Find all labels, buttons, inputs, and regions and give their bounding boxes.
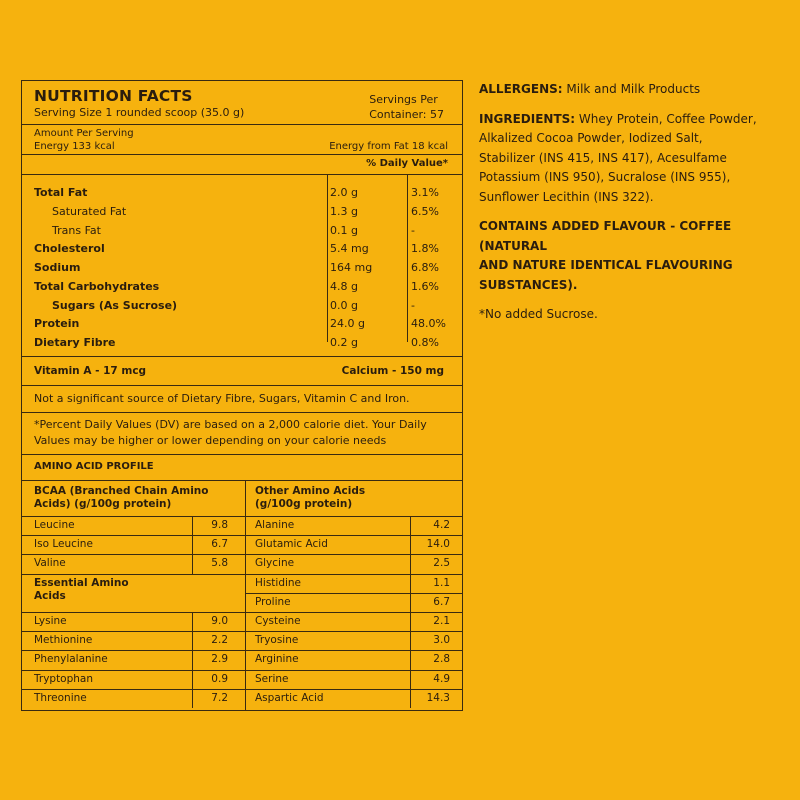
amino-row-divider [22,612,245,613]
amino-row-divider [245,670,462,671]
amino-name: Valine [34,557,66,570]
amino-name: Leucine [34,519,75,531]
allergens-block [479,80,779,100]
amino-row-divider [245,689,462,690]
amino-value: 1.1 [433,576,450,589]
amino-name: Cysteine [255,615,301,627]
nutrient-daily-value: 1.6% [411,280,439,293]
ingredients-block [479,110,779,208]
nutrient-daily-value: 48.0% [411,317,446,330]
nutrition-header [22,81,462,125]
nutrient-row [22,259,462,277]
not-significant-note: Not a significant source of Dietary Fibre, Sugars, Vitamin C and Iron. [22,386,462,413]
ingredients-line: Whey Protein, Coffee Powder, [578,111,757,126]
product-info [479,80,779,335]
amino-value: 2.8 [433,653,450,666]
amino-value: 9.8 [211,519,228,531]
nutrient-label: Total Fat [34,186,88,199]
daily-value-header: % Daily Value* [366,158,448,169]
essential-value-divider [192,612,193,708]
bcaa-value-divider [192,516,193,574]
ingredients-line: Sunflower Lecithin (INS 322). [479,189,654,204]
nutrient-value: 5.4 mg [330,242,369,255]
amino-value: 14.3 [426,691,450,704]
nutrient-label: Sodium [34,261,81,274]
energy-from-fat-label: Energy from Fat 18 kcal [329,141,448,152]
amino-value: 6.7 [211,538,228,551]
no-added-sucrose-note: *No added Sucrose. [479,307,598,321]
vitamin-a-label: Vitamin A - 17 mcg [34,365,147,377]
amino-row-divider [245,574,462,575]
nutrient-value: 164 mg [330,261,373,274]
nutrient-label: Dietary Fibre [34,336,116,349]
amino-value: 2.9 [211,653,228,666]
amino-name: Glycine [255,557,295,570]
nutrient-value: 0.1 g [330,224,358,237]
amino-name: Arginine [255,653,299,666]
nutrient-daily-value: - [411,224,415,237]
amino-name: Aspartic Acid [255,691,324,704]
percent-daily-value-note: *Percent Daily Values (DV) are based on a 2,000 calorie diet. Your Daily Values may be higher or lower depending on your calorie needs [22,413,462,455]
amino-value: 4.9 [433,672,450,685]
nutrient-table [22,175,462,357]
amino-row-divider [22,631,245,632]
nutrient-label: Sugars (As Sucrose) [52,299,178,312]
daily-value-header-row [22,155,462,175]
nutrient-row [22,222,462,240]
nutrient-row [22,297,462,315]
nutrient-value: 0.2 g [330,336,358,349]
nutrient-row [22,184,462,202]
amino-row-divider [245,612,462,613]
nutrient-row [22,278,462,296]
amino-acid-table [22,481,462,710]
ingredients-line: Stabilizer (INS 415, INS 417), Acesulfame [479,150,727,165]
nutrient-value: 2.0 g [330,186,358,199]
amount-per-serving-label: Amount Per Serving [34,128,134,139]
amino-value: 9.0 [211,615,228,627]
amino-value: 6.7 [433,595,450,608]
amino-value: 2.2 [211,634,228,647]
amino-acid-profile-title: AMINO ACID PROFILE [22,455,462,481]
amino-name: Glutamic Acid [255,538,328,551]
amino-name: Phenylalanine [34,653,108,666]
amino-name: Methionine [34,634,93,647]
amino-name: Tryosine [255,634,299,647]
nutrient-value: 1.3 g [330,205,358,218]
nutrient-daily-value: - [411,299,415,312]
nutrient-daily-value: 0.8% [411,336,439,349]
nutrient-label: Cholesterol [34,242,105,255]
nutrient-row [22,315,462,333]
amino-row-divider [22,554,245,555]
ingredients-line: Potassium (INS 950), Sucralose (INS 955), [479,170,731,184]
ingredients-label: INGREDIENTS: [479,111,576,126]
amount-per-serving-row [22,125,462,155]
nutrient-label: Total Carbohydrates [34,280,160,293]
amino-row-divider [245,554,462,555]
amino-value: 7.2 [211,691,228,704]
energy-label: Energy 133 kcal [34,141,115,152]
flavour-statement: CONTAINS ADDED FLAVOUR - COFFEE (NATURAL AND NATURE IDENTICAL FLAVOURING SUBSTANCES). [479,219,733,292]
amino-row-divider [22,689,245,690]
nutrient-value: 4.8 g [330,280,358,293]
amino-value: 0.9 [211,672,228,685]
amino-row-divider [22,670,245,671]
vitamin-row [22,357,462,386]
amino-row-divider [245,650,462,651]
nutrient-daily-value: 3.1% [411,186,439,199]
amino-value: 2.1 [433,615,450,627]
allergens-text: Milk and Milk Products [566,82,701,96]
amino-row-divider [22,650,245,651]
nutrition-title: NUTRITION FACTS [34,87,193,105]
servings-per-container: Servings Per Container: 57 [369,93,444,121]
nutrient-row [22,334,462,352]
amino-value: 3.0 [433,634,450,647]
amino-name: Iso Leucine [34,538,93,551]
amino-row-divider [22,535,245,536]
amino-header-divider [22,516,462,517]
amino-value: 4.2 [433,519,450,531]
amino-value: 14.0 [426,538,450,551]
nutrient-label: Trans Fat [52,224,101,237]
allergens-label: ALLERGENS: [479,82,563,96]
amino-row-divider [245,631,462,632]
amino-value: 5.8 [211,557,228,570]
other-value-divider [410,516,411,708]
nutrition-facts-panel [21,80,463,711]
ingredients-line: Alkalized Cocoa Powder, Iodized Salt, [479,131,703,145]
nutrient-value: 0.0 g [330,299,358,312]
amino-value: 2.5 [433,557,450,570]
amino-row-divider [245,535,462,536]
serving-size: Serving Size 1 rounded scoop (35.0 g) [34,106,245,119]
amino-name: Threonine [34,691,87,704]
amino-name: Serine [255,672,289,685]
amino-name: Histidine [255,576,302,589]
essential-amino-header: Essential Amino Acids [34,576,129,602]
amino-name: Proline [255,595,291,608]
nutrient-daily-value: 6.5% [411,205,439,218]
amino-name: Alanine [255,519,295,531]
nutrient-value: 24.0 g [330,317,365,330]
amino-name: Tryptophan [34,672,94,685]
nutrient-label: Protein [34,317,80,330]
calcium-label: Calcium - 150 mg [341,365,444,377]
nutrient-label: Saturated Fat [52,205,127,218]
nutrient-daily-value: 1.8% [411,242,439,255]
nutrient-row [22,240,462,258]
amino-name: Lysine [34,615,67,627]
nutrient-row [22,203,462,221]
amino-row-divider [22,574,245,575]
bcaa-header: BCAA (Branched Chain Amino Acids) (g/100g protein) [34,485,209,510]
amino-row-divider [245,593,462,594]
other-amino-header: Other Amino Acids (g/100g protein) [255,485,366,510]
nutrient-daily-value: 6.8% [411,261,439,274]
